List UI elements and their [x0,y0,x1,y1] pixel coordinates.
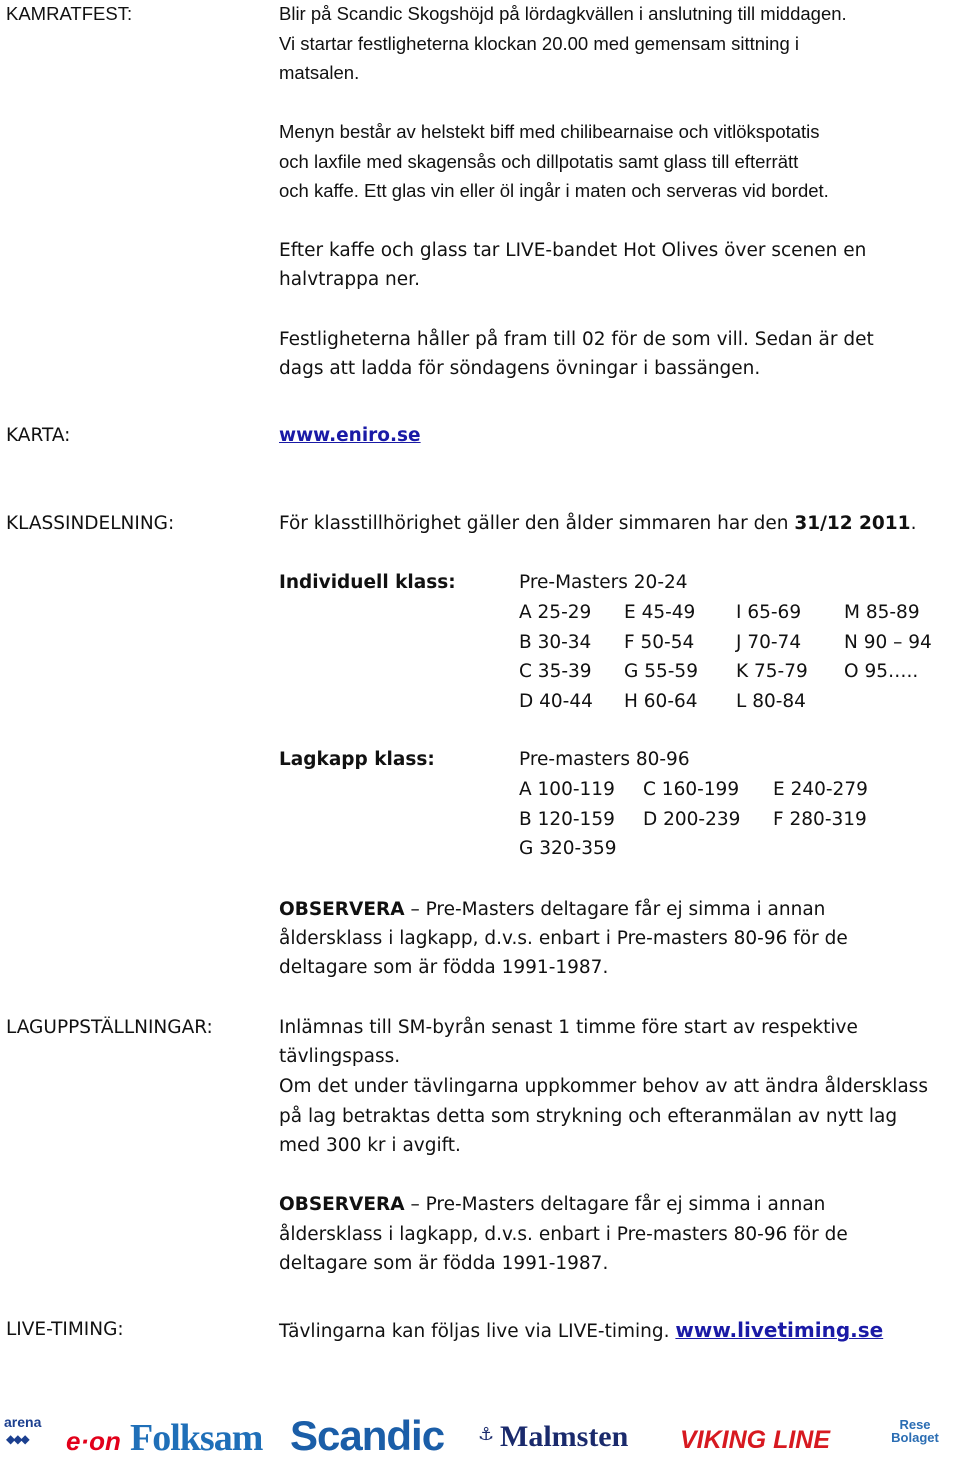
section-label-kamratfest: KAMRATFEST: [6,3,133,24]
kamratfest-band: Efter kaffe och glass tar LIVE-bandet Hot Olives över scenen en [279,240,867,261]
livetiming-text: Tävlingarna kan följas live via LIVE-timing. www.livetiming.se [279,1318,884,1342]
age-class-cell: F 50-54 [624,631,695,653]
section-label-laguppstallningar: LAGUPPSTÄLLNINGAR: [6,1017,213,1038]
age-class-cell: A 100-119 [519,779,615,800]
kamratfest-menu: Menyn består av helstekt biff med chilibearnaise och vitlökspotatis [279,121,820,142]
observera-note: deltagare som är födda 1991-1987. [279,957,609,978]
age-class-cell: L 80-84 [736,691,806,713]
age-class-cell: G 55-59 [624,661,698,683]
sponsor-eon-logo: e·on [66,1426,121,1456]
observera-note: OBSERVERA – Pre-Masters deltagare får ej simma i annan [279,899,826,920]
klassindelning-intro: För klasstillhörighet gäller den ålder simmaren har den 31/12 2011. [279,513,917,534]
laguppstallningar-text: på lag betraktas detta som strykning och efteranmälan av nytt lag [279,1106,898,1127]
sponsor-folksam-logo: Folksam [130,1417,263,1459]
lagkapp-premasters: Pre-masters 80-96 [519,749,690,770]
sponsor-bar [0,1408,960,1459]
section-label-karta: KARTA: [6,425,71,446]
age-class-cell: E 240-279 [773,779,868,800]
sponsor-resebolaget-logo: Rese Bolaget [891,1417,939,1445]
individuell-premasters: Pre-Masters 20-24 [519,572,688,593]
eniro-link[interactable]: www.eniro.se [279,425,421,446]
age-class-cell: M 85-89 [844,602,920,623]
cutoff-date: 31/12 2011 [794,513,911,534]
section-label-klassindelning: KLASSINDELNING: [6,513,175,534]
sponsor-vikingline-logo: VIKING LINE [680,1426,831,1454]
observera-note-2: OBSERVERA – Pre-Masters deltagare får ej simma i annan [279,1194,826,1215]
livetiming-link[interactable]: www.livetiming.se [675,1318,884,1342]
age-class-cell: I 65-69 [736,602,802,623]
individuell-klass-label: Individuell klass: [279,572,456,593]
sponsor-malmsten-logo: Malmsten [500,1420,629,1453]
age-class-cell: C 160-199 [643,779,740,800]
laguppstallningar-text: Inlämnas till SM-byrån senast 1 timme före start av respektive [279,1017,858,1038]
arena-diamond-icon: ◆◆◆ [6,1432,28,1446]
age-class-cell: D 40-44 [519,691,593,713]
kamratfest-end: dags att ladda för söndagens övningar i bassängen. [279,358,761,379]
kamratfest-band: halvtrappa ner. [279,269,420,290]
kamratfest-menu: och kaffe. Ett glas vin eller öl ingår i maten och serveras vid bordet. [279,180,829,201]
laguppstallningar-text: med 300 kr i avgift. [279,1135,461,1156]
age-class-cell: C 35-39 [519,661,592,683]
sponsor-arena-logo: arena [4,1414,42,1430]
age-class-cell: B 30-34 [519,631,592,653]
age-class-cell: F 280-319 [773,808,867,830]
observera-note-2: åldersklass i lagkapp, d.v.s. enbart i Pre-masters 80-96 för de [279,1224,848,1245]
age-class-cell: O 95….. [844,661,919,683]
kamratfest-text: matsalen. [279,62,360,83]
age-class-cell: B 120-159 [519,808,615,830]
observera-note: åldersklass i lagkapp, d.v.s. enbart i Pre-masters 80-96 för de [279,928,848,949]
laguppstallningar-text: tävlingspass. [279,1046,401,1067]
age-class-cell: D 200-239 [643,808,741,830]
kamratfest-end: Festligheterna håller på fram till 02 för de som vill. Sedan är det [279,329,874,350]
age-class-cell: H 60-64 [624,691,698,713]
kamratfest-text: Blir på Scandic Skogshöjd på lördagkvällen i anslutning till middagen. [279,3,847,24]
age-class-cell: N 90 – 94 [844,631,932,653]
observera-note-2: deltagare som är födda 1991-1987. [279,1253,609,1274]
section-label-livetiming: LIVE-TIMING: [6,1319,124,1340]
age-class-cell: K 75-79 [736,661,808,683]
laguppstallningar-text: Om det under tävlingarna uppkommer behov av att ändra åldersklass [279,1076,928,1097]
kamratfest-menu: och laxfile med skagensås och dillpotatis samt glass till efterrätt [279,151,799,172]
age-class-cell: G 320-359 [519,838,617,860]
age-class-cell: E 45-49 [624,602,696,623]
sponsor-scandic-logo: Scandic [290,1412,445,1459]
age-class-cell: J 70-74 [736,631,802,653]
malmsten-emblem-icon: ⚓ [478,1424,495,1445]
age-class-cell: A 25-29 [519,602,592,623]
lagkapp-klass-label: Lagkapp klass: [279,749,435,770]
kamratfest-text: Vi startar festligheterna klockan 20.00 med gemensam sittning i [279,33,799,54]
